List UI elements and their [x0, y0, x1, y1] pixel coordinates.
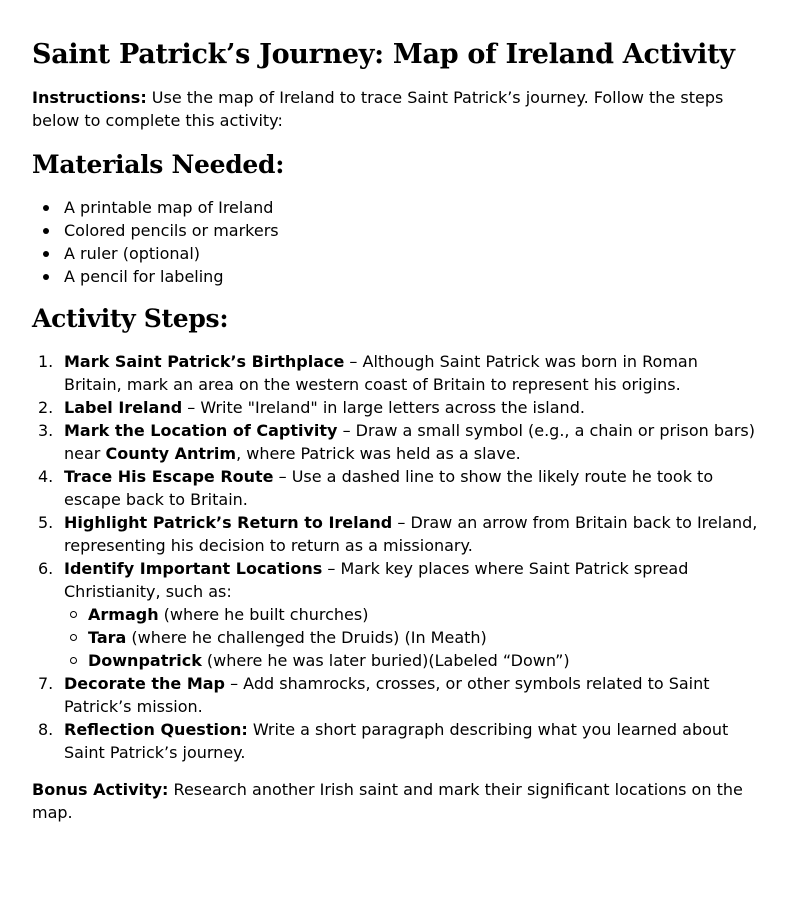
materials-item: A ruler (optional) [64, 242, 758, 265]
location-item [88, 649, 758, 672]
step-text-continued: , where Patrick was held as a slave. [236, 444, 521, 463]
location-item [88, 626, 758, 649]
location-name: Tara [88, 628, 127, 647]
step-number: 1. [38, 352, 54, 371]
step-text: – Add shamrocks, crosses, or other symbols related to Saint Patrick’s mission. [64, 674, 710, 716]
step-title: Mark the Location of Captivity [64, 421, 338, 440]
step-item [38, 419, 758, 465]
materials-heading: Materials Needed: [32, 150, 285, 179]
county-antrim-label: County Antrim [105, 444, 237, 463]
step-title: Highlight Patrick’s Return to Ireland [64, 513, 393, 532]
step-text: – Draw an arrow from Britain back to Ireland, representing his decision to return as a missionary. [64, 513, 758, 555]
step-item [38, 465, 758, 511]
step-text: – Although Saint Patrick was born in Roman Britain, mark an area on the western coast of Britain to represent his origins. [64, 352, 698, 394]
step-number: 5. [38, 513, 54, 532]
location-name: Armagh [88, 605, 159, 624]
step-item [38, 672, 758, 718]
step-title: Label Ireland [64, 398, 183, 417]
step-number: 4. [38, 467, 54, 486]
step-title: Trace His Escape Route [64, 467, 274, 486]
bonus-activity-text: Research another Irish saint and mark their significant locations on the map. [32, 780, 743, 822]
location-name: Downpatrick [88, 651, 202, 670]
step-text: Write a short paragraph describing what you learned about Saint Patrick’s journey. [64, 720, 729, 762]
bonus-activity-paragraph [32, 778, 758, 824]
step-item [38, 511, 758, 557]
step-title: Reflection Question: [64, 720, 248, 739]
step-title: Mark Saint Patrick’s Birthplace [64, 352, 345, 371]
important-locations-list [64, 603, 758, 672]
materials-item: Colored pencils or markers [64, 219, 758, 242]
step-text: – Mark key places where Saint Patrick spread Christianity, such as: [64, 559, 689, 601]
materials-item: A pencil for labeling [64, 265, 758, 288]
location-note: (where he built churches) [158, 605, 369, 624]
instructions-paragraph [32, 86, 758, 132]
step-item [38, 396, 758, 419]
location-note: (where he challenged the Druids) (In Meath) [126, 628, 487, 647]
activity-steps-heading: Activity Steps: [32, 304, 229, 333]
activity-steps-list [32, 350, 758, 764]
step-number: 2. [38, 398, 54, 417]
step-number: 6. [38, 559, 54, 578]
step-number: 3. [38, 421, 54, 440]
step-text: – Write "Ireland" in large letters across the island. [182, 398, 585, 417]
location-item [88, 603, 758, 626]
step-number: 7. [38, 674, 54, 693]
step-text: – Draw a small symbol (e.g., a chain or prison bars) near [64, 421, 755, 463]
location-note: (where he was later buried)(Labeled “Down”) [201, 651, 570, 670]
instructions-label: Instructions: [32, 88, 147, 107]
step-title: Decorate the Map [64, 674, 225, 693]
step-item [38, 557, 758, 672]
step-item [38, 350, 758, 396]
bonus-activity-label: Bonus Activity: [32, 780, 169, 799]
materials-item: A printable map of Ireland [64, 196, 758, 219]
step-text: – Use a dashed line to show the likely route he took to escape back to Britain. [64, 467, 714, 509]
step-number: 8. [38, 720, 54, 739]
page-title: Saint Patrick’s Journey: Map of Ireland Activity [32, 39, 735, 70]
step-title: Identify Important Locations [64, 559, 323, 578]
instructions-text: Use the map of Ireland to trace Saint Patrick’s journey. Follow the steps below to complete this activity: [32, 88, 724, 130]
materials-list [32, 196, 758, 288]
step-item [38, 718, 758, 764]
